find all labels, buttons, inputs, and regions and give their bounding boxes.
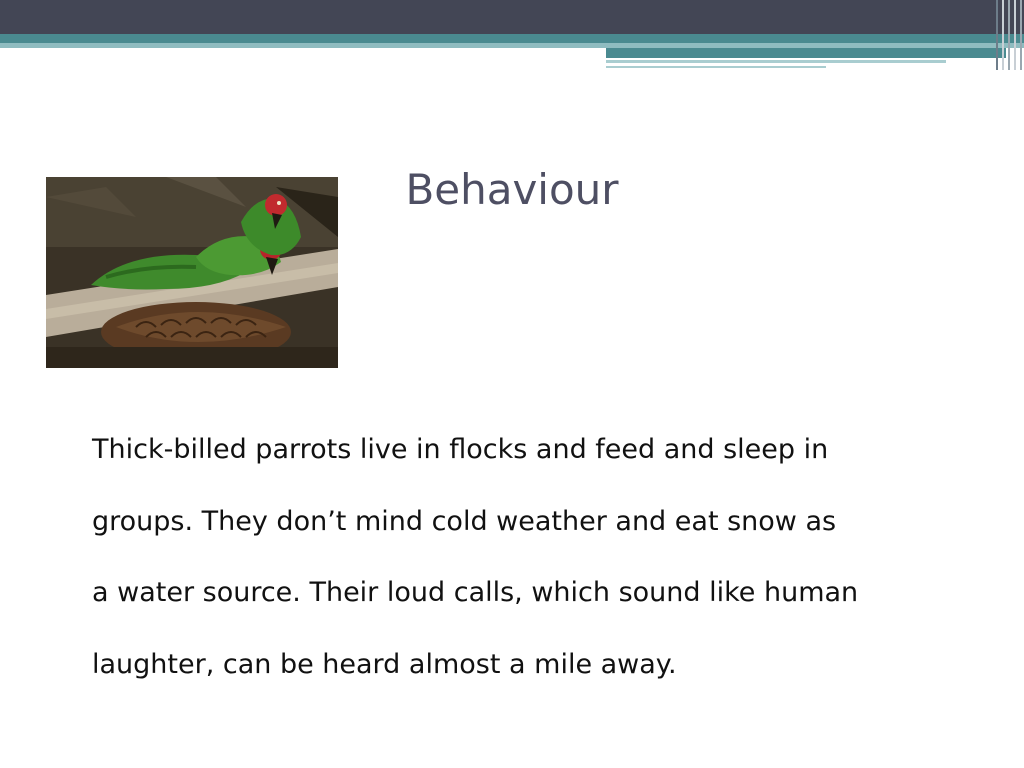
- header-dark-bar: [0, 0, 1024, 34]
- body-line: laughter, can be heard almost a mile away.: [92, 648, 677, 680]
- header-accent-line: [606, 60, 946, 63]
- body-line: groups. They don’t mind cold weather and eat snow as: [92, 505, 837, 537]
- slide-body: [92, 414, 972, 700]
- header-accent-line: [606, 66, 826, 68]
- body-line: Thick-billed parrots live in flocks and feed and sleep in: [92, 434, 829, 465]
- parrots-photo: [46, 177, 338, 368]
- header-teal-band: [0, 34, 1024, 43]
- header-edge-stripes: [994, 0, 1024, 70]
- slide-title: Behaviour: [405, 165, 619, 214]
- body-line: a water source. Their loud calls, which sound like human: [92, 577, 859, 608]
- header-notch: [606, 48, 1006, 58]
